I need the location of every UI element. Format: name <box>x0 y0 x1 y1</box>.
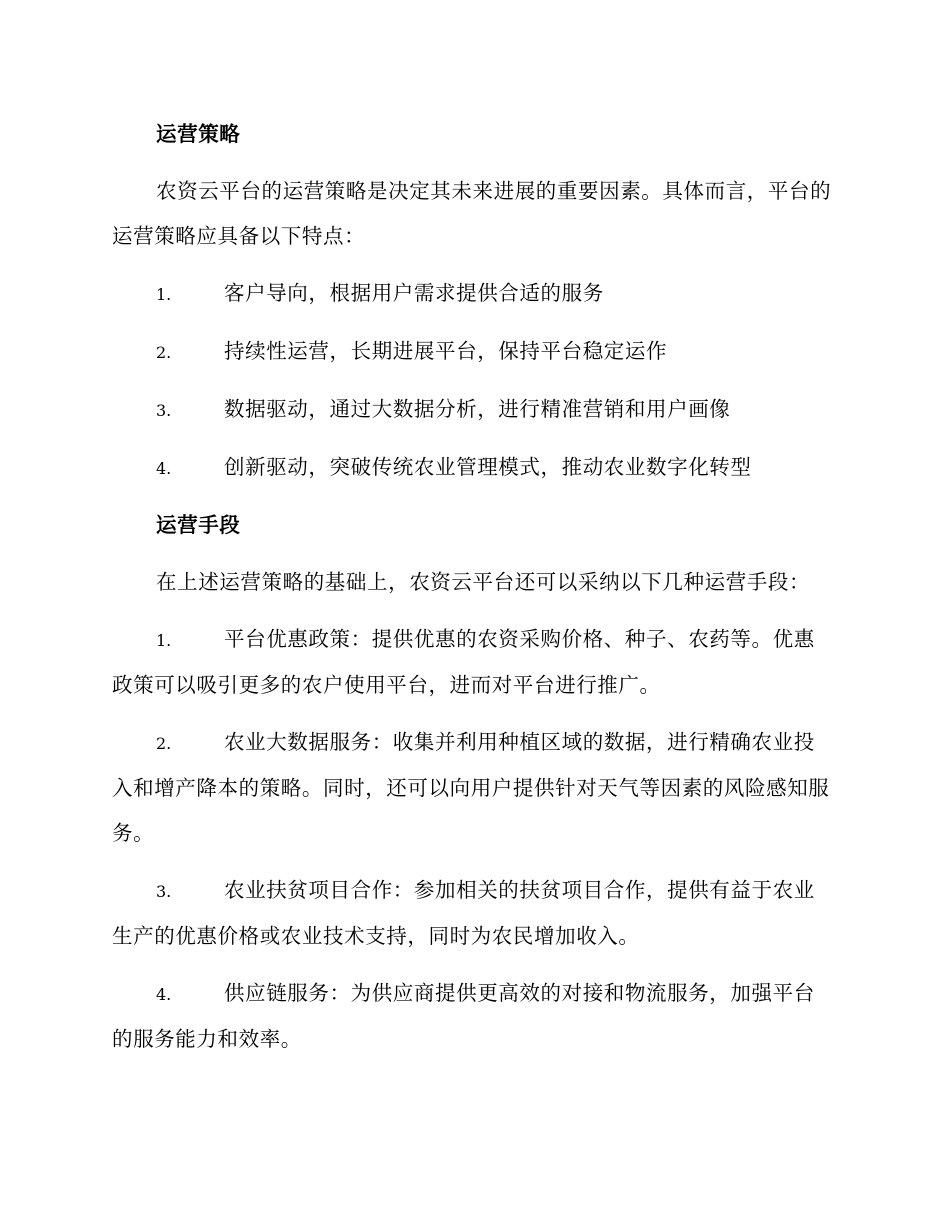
methods-list-item <box>112 720 832 856</box>
list-number: 2. <box>156 343 172 362</box>
document-content <box>112 112 832 1062</box>
strategy-list-item <box>112 329 832 375</box>
methods-list-item <box>112 971 832 1062</box>
list-number: 3. <box>156 401 172 420</box>
list-item-text: 数据驱动，通过大数据分析，进行精准营销和用户画像 <box>224 397 731 421</box>
section-heading-methods: 运营手段 <box>156 513 241 537</box>
list-number: 1. <box>156 631 172 650</box>
list-number: 2. <box>156 734 172 753</box>
methods-list-item <box>112 868 832 959</box>
strategy-intro-paragraph: 农资云平台的运营策略是决定其未来进展的重要因素。具体而言，平台的运营策略应具备以下特点： <box>112 179 832 248</box>
list-item-text: 农业大数据服务：收集并利用种植区域的数据，进行精确农业投入和增产降本的策略。同时，还可以向用户提供针对天气等因素的风险感知服务。 <box>112 730 830 845</box>
list-number: 3. <box>156 882 172 901</box>
list-number: 4. <box>156 459 172 478</box>
list-number: 4. <box>156 985 172 1004</box>
strategy-list-item <box>112 445 832 491</box>
list-item-text: 供应链服务：为供应商提供更高效的对接和物流服务，加强平台的服务能力和效率。 <box>112 981 815 1051</box>
strategy-list-item <box>112 387 832 433</box>
strategy-list-item <box>112 271 832 317</box>
list-item-text: 农业扶贫项目合作：参加相关的扶贫项目合作，提供有益于农业生产的优惠价格或农业技术支持，同时为农民增加收入。 <box>112 878 815 948</box>
list-number: 1. <box>156 285 172 304</box>
list-item-text: 客户导向，根据用户需求提供合适的服务 <box>224 281 604 305</box>
list-item-text: 创新驱动，突破传统农业管理模式，推动农业数字化转型 <box>224 455 752 479</box>
methods-intro-paragraph: 在上述运营策略的基础上，农资云平台还可以采纳以下几种运营手段： <box>156 570 811 594</box>
list-item-text: 持续性运营，长期进展平台，保持平台稳定运作 <box>224 339 668 363</box>
methods-list-item <box>112 617 832 708</box>
list-item-text: 平台优惠政策：提供优惠的农资采购价格、种子、农药等。优惠政策可以吸引更多的农户使用平台，进而对平台进行推广。 <box>112 627 815 697</box>
section-heading-strategy: 运营策略 <box>156 122 241 146</box>
